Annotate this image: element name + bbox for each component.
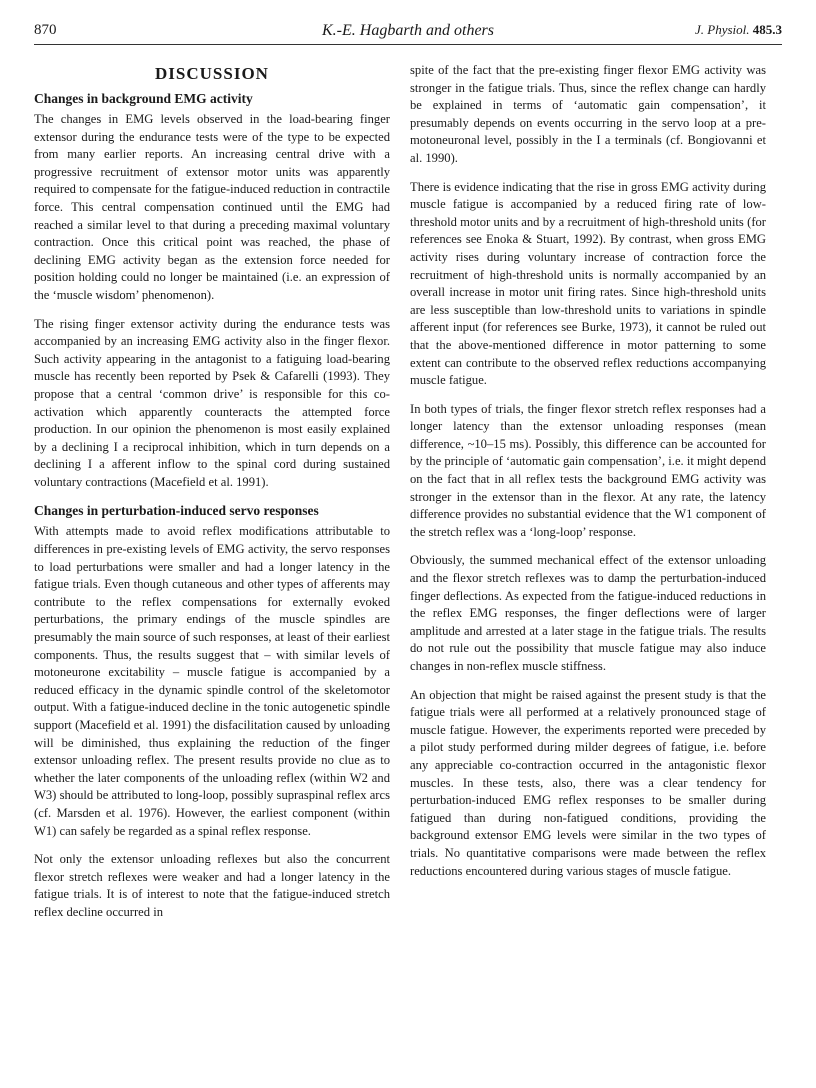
subheading-background-emg: Changes in background EMG activity xyxy=(34,91,253,106)
page-number: 870 xyxy=(34,22,57,38)
paragraph: With attempts made to avoid reflex modifications attributable to differences in pre-existing levels of EMG activity, the servo responses to load perturbations were smaller and had a longer latency in the fatigue trials. Even though cutaneous and other types of afferents may contribute to the reflex compensations for externally evoked perturbations, the primary endings of the muscle spindles are presumably the main source of such responses, at least of their earliest components. Thus, the results suggest that – with similar levels of motoneurone excitability – muscle fatigue is accompanied by a reduced efficacy in the dynamic spindle control of the skeletomotor output. With a fatigue-induced decline in the tonic autogenetic spindle support (Macefield et al. 1991) the disfacilitation caused by unloading will be diminished, thus explaining the reduction of the finger extensor unloading reflex. The present results provide no clue as to whether the later components of the unloading reflex (within W2 and W3) should be attributed to long-loop, possibly supraspinal reflex arcs (cf. Marsden et al. 1976). However, the earliest component (within W1) can safely be regarded as a spinal reflex response. xyxy=(34,524,390,838)
right-column xyxy=(410,62,766,891)
paragraph: spite of the fact that the pre-existing finger flexor EMG activity was stronger in the fatigue trials. Thus, since the reflex change can hardly be explained in terms of ‘automatic gain compensation’, it presumably depends on events occurring in the servo loop at a pre-motoneuronal level, possibly in the I a terminals (cf. Bongiovanni et al. 1990). xyxy=(410,63,766,165)
journal-volume: 485.3 xyxy=(752,22,782,37)
paragraph: The changes in EMG levels observed in the load-bearing finger extensor during the endurance tests were of the type to be expected from many earlier reports. An increasing central drive with a progressive recruitment of extensor motor units was apparently required to compensate for the fatigue-induced reduction in contractile force. This central compensation continued until the EMG had reached a similar level to that during a preceding maximal voluntary contraction. Once this critical point was reached, the phase of declining EMG activity began as the extension force needed for position holding could no longer be maintained (i.e. an expression of the ‘muscle wisdom’ phenomenon). xyxy=(34,112,390,302)
paragraph: Not only the extensor unloading reflexes but also the concurrent flexor stretch reflexes were weaker and had a longer latency in the fatigue trials. It is of interest to note that the fatigue-induced stretch reflex decline occurred in xyxy=(34,852,390,919)
section-title: DISCUSSION xyxy=(155,64,269,83)
running-header xyxy=(34,22,782,44)
paragraph: There is evidence indicating that the rise in gross EMG activity during muscle fatigue is accompanied by a reduced firing rate of low-threshold motor units and by a recruitment of high-threshold units (for references see Enoka & Stuart, 1992). By contrast, when gross EMG activity rises during voluntary increase of contraction force the recruitment of high-threshold units is normally accompanied by an overall increase in motor unit firing rates. Since high-threshold units are less susceptible than low-threshold units to variations in spindle afferent input (for references see Burke, 1973), it cannot be ruled out that the above-mentioned difference in motor patterning to some extent can contribute to the observed reflex reductions accompanying muscle fatigue. xyxy=(410,179,766,388)
running-title: K.-E. Hagbarth and others xyxy=(322,22,494,39)
header-rule xyxy=(34,44,782,45)
paragraph: In both types of trials, the finger flexor stretch reflex responses had a longer latency than the extensor unloading responses (mean difference, ~10–15 ms). Possibly, this difference can be accounted for by the principle of ‘automatic gain compensation’, i.e. it might depend on the fact that in all reflex tests the background EMG activity was stronger in the extensor than in the flexor. At any rate, the latency difference provides no substantial evidence that the W1 component of the stretch reflex was a ‘long-loop’ response. xyxy=(410,401,766,539)
paragraph: The rising finger extensor activity during the endurance tests was accompanied by an increasing EMG activity also in the finger flexor. Such activity appearing in the antagonist to a fatiguing load-bearing muscle has recently been reported by Psek & Cafarelli (1993). They propose that a central ‘common drive’ is responsible for this co-activation which apparently counteracts the attempted force production. In our opinion the phenomenon is most easily explained by a declining I a reciprocal inhibition, which in turn depends on a declining I a afferent inflow to the spinal cord during sustained voluntary contractions (Macefield et al. 1991). xyxy=(34,316,390,489)
journal-citation xyxy=(695,22,782,38)
paragraph: An objection that might be raised against the present study is that the fatigue trials were all performed at a relatively pronounced stage of muscle fatigue. However, the experiments reported were preceded by a pilot study performed during milder degrees of fatigue, i.e. before any appreciable co-contraction occurred in the antagonistic flexor muscles. In these tests, also, there was a clear tendency for perturbation-induced EMG reflex responses to be smaller during fatigued than during non-fatigued conditions, providing the background extensor EMG levels were similar in the two types of trials. No quantitative comparisons were made between the reflex reductions encountered during various stages of muscle fatigue. xyxy=(410,687,766,878)
paragraph: Obviously, the summed mechanical effect of the extensor unloading and the flexor stretch reflexes was to damp the perturbation-induced finger deflections. As expected from the fatigue-induced reductions in the reflex EMG responses, the finger deflections were of larger amplitude and arrested at a later stage in the fatigue trials. The results do not rule out the possibility that muscle fatigue may also induce changes in non-reflex muscle stiffness. xyxy=(410,553,766,673)
subheading-servo-responses: Changes in perturbation-induced servo responses xyxy=(34,503,319,519)
left-column xyxy=(34,62,390,933)
journal-name: J. Physiol. xyxy=(694,22,750,37)
